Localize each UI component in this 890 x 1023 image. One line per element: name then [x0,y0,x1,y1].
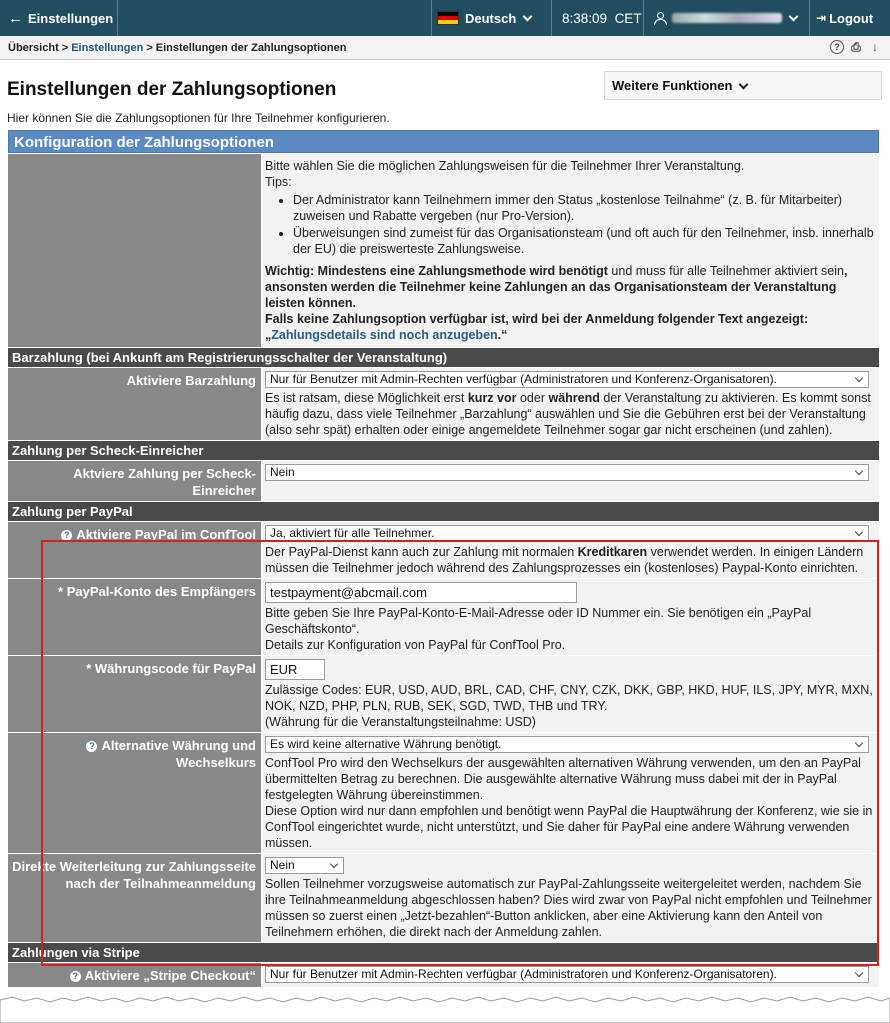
important-heading: Wichtig: Mindestens eine Zahlungsmethode wird benötigt [265,264,608,278]
german-flag-icon [437,11,459,25]
cheque-row [8,460,879,501]
logout-icon: ⇥ [816,11,827,25]
quote-open: „ [265,328,272,342]
config-intro-row [8,153,879,347]
important-note [265,263,876,311]
paypal-alt-currency-label [8,733,261,853]
paypal-alt-currency-row [8,732,879,853]
help-icon[interactable]: ? [830,40,844,54]
stripe-section-header: Zahlungen via Stripe [8,942,879,962]
paypal-desc-bold: Kreditkaren [577,545,648,559]
paypal-currency-description: Zulässige Codes: EUR, USD, AUD, BRL, CAD, CHF, CNY, CZK, DKK, GBP, HKD, HUF, ILS, JPY, MYR, MXN, NOK, NZD, PHP, PLN, RUB, SEK, SGD, TWD, THB und TRY. [265,683,873,713]
stripe-row [8,962,879,987]
cash-payment-select[interactable]: Nur für Benutzer mit Admin-Rechten verfügbar (Administratoren und Konferenz-Organisatoren). [265,371,869,388]
help-icon[interactable]: ? [61,530,72,541]
payment-options-form [8,130,879,987]
paypal-account-cell [261,579,879,655]
help-icon[interactable]: ? [86,741,97,752]
paypal-alt-currency-note: Diese Option wird nur dann empfohlen und benötigt wenn PayPal die Hauptwährung der Konferenz, wie sie in ConfTool eingerichtet wurde, nicht unterstützt, und Sie daher für PayPal eine andere Währung verwenden müssen. [265,804,873,850]
stripe-checkout-select[interactable]: Nur für Benutzer mit Admin-Rechten verfügbar (Administratoren und Konferenz-Organisatoren). [265,966,869,983]
paypal-config-details-link[interactable]: Details zur Konfiguration von PayPal für ConfTool Pro. [265,638,566,652]
cash-label: Aktiviere Barzahlung [8,368,261,440]
paypal-activate-label [8,522,261,578]
paypal-account-row [8,578,879,655]
logout-label: Logout [829,10,874,26]
cash-desc-bold: während [548,391,600,405]
paypal-alt-currency-description: ConfTool Pro wird den Wechselkurs der ausgewählten alternativen Währung verwenden, um den an PayPal übermittelten Betrag zu berechnen. Die ausgewählte alternative Währung muss dabei mit der in PayPal festgelegten Währung übereinstimmen. [265,756,861,802]
logout-button[interactable] [816,0,873,36]
breadcrumb-settings-link[interactable]: Einstellungen [71,41,144,54]
config-intro-label [8,154,261,347]
more-functions-label: Weitere Funktionen [612,78,733,93]
language-selector[interactable] [437,0,531,36]
paypal-desc-part: Der PayPal-Dienst kann auch zur Zahlung mit normalen [265,545,578,559]
cheque-value-cell [261,461,879,501]
paypal-desc-part: verwendet werden. In einigen Ländern müssen die Teilnehmer jedoch während des Zahlungsprozesses ein (kostenloses) Paypal-Konto einrichten. [265,545,864,575]
paypal-redirect-row [8,853,879,942]
top-navigation-bar [0,0,890,36]
fallback-text-link[interactable]: Zahlungsdetails sind noch anzugeben [271,328,498,342]
breadcrumb-separator: > [146,41,153,54]
cheque-section-header: Zahlung per Scheck-Einreicher [8,440,879,460]
chevron-down-icon [739,79,749,89]
back-label: Einstellungen [28,10,114,26]
clock-time: 8:38:09 [562,10,608,26]
paypal-currency-row [8,655,879,732]
tips-label: Tips: [265,175,292,189]
paypal-alt-currency-select[interactable]: Es wird keine alternative Währung benötigt. [265,736,869,753]
breadcrumb-overview-link[interactable]: Übersicht [8,41,59,54]
breadcrumb-current: Einstellungen der Zahlungsoptionen [155,41,347,54]
cheque-label: Aktviere Zahlung per Scheck-Einreicher [8,461,261,501]
arrow-left-icon: ← [8,9,23,27]
breadcrumb [0,36,890,60]
stripe-label-text: Aktiviere „Stripe Checkout“ [84,968,256,983]
config-intro-text: Bitte wählen Sie die möglichen Zahlungsweisen für die Teilnehmer Ihrer Veranstaltung. [265,159,745,173]
clock-timezone: CET [614,10,642,26]
paypal-redirect-label: Direkte Weiterleitung zur Zahlungsseite nach der Teilnahmeanmeldung [8,854,261,942]
cash-desc-bold: kurz vor [467,391,517,405]
paypal-account-description: Bitte geben Sie Ihre PayPal-Konto-E-Mail-Adresse oder ID Nummer ein. Sie benötigen ein „PayPal Geschäftskonto“. [265,606,812,636]
paypal-redirect-select[interactable]: Nein [265,857,344,874]
help-icon[interactable]: ? [70,971,81,982]
user-icon [654,12,666,25]
paypal-alt-currency-label-text: Alternative Währung und Wechselkurs [101,738,256,770]
important-warning: , ansonsten werden die Teilnehmer keine Zahlungen an das Organisationsteam der Veranstaltung leisten können. [265,264,848,310]
back-to-settings-button[interactable] [8,0,113,36]
paypal-activate-description [265,544,876,576]
important-text: und muss für alle Teilnehmer aktiviert sein [607,264,844,278]
config-intro [261,154,879,347]
cash-desc-part: Es ist ratsam, diese Möglichkeit erst [265,391,468,405]
stripe-value-cell [261,963,879,987]
cash-desc-part: der Veranstaltung zu aktivieren. Es kommt sonst häufig dazu, dass viele Teilnehmer „Barzahlung“ auswählen und Sie die Gebühren erst bei der Veranstaltung (also sehr spät) erhalten oder einige angemeldete Teilnehmer sogar gar nicht erscheinen (und zahlen). [265,391,871,437]
paypal-currency-input[interactable]: EUR [265,659,325,680]
config-section-header: Konfiguration der Zahlungsoptionen [8,130,879,153]
fallback-note [265,311,876,343]
page-tools [830,40,882,54]
page-title: Einstellungen der Zahlungsoptionen [7,79,337,100]
cash-desc-part: oder [516,391,549,405]
cash-description [265,390,876,438]
cheque-payment-select[interactable]: Nein [265,464,869,481]
user-menu[interactable] [654,0,797,36]
paypal-section-header: Zahlung per PayPal [8,501,879,521]
tips-list [265,192,876,257]
cash-row [8,367,879,440]
paypal-currency-note: (Währung für die Veranstaltungsteilnahme: USD) [265,715,536,729]
download-arrow-icon[interactable]: ↓ [872,40,878,54]
fallback-text: Falls keine Zahlungsoption verfügbar ist, wird bei der Anmeldung folgender Text angezeigt: [265,312,809,326]
more-functions-dropdown[interactable] [604,71,882,100]
paypal-redirect-cell [261,854,879,942]
breadcrumb-separator: > [61,41,69,54]
paypal-activate-select[interactable]: Ja, aktiviert für alle Teilnehmer. [265,525,869,542]
torn-edge [0,996,890,1023]
language-label: Deutsch [465,10,517,26]
paypal-alt-currency-cell [261,733,879,853]
paypal-redirect-description: Sollen Teilnehmer vorzugsweise automatisch zur PayPal-Zahlungsseite weitergeleitet werden, nachdem Sie ihre Teilnahmeanmeldung abgeschlossen haben? Dies wird zwar von PayPal nicht empfohlen und Teilnehmer müssen so zuerst einen „Jetzt-bezahlen“-Button anklicken, aber eine Aktivierung kann den Anteil von Teilnehmern erhöhen, die direkt nach der Anmeldung zahlen. [265,877,872,939]
quote-close: .“ [497,328,508,342]
cash-value-cell [261,368,879,440]
tip-item: • Der Administrator kann Teilnehmern immer den Status „kostenlose Teilnahme“ (z. B. für Mitarbeiter) zuweisen und Rabatte vergeben (nur Pro-Version). [293,192,876,224]
paypal-activate-row [8,521,879,578]
paypal-currency-label: * Währungscode für PayPal [8,656,261,732]
paypal-account-input[interactable]: testpayment@abcmail.com [265,582,577,603]
paypal-currency-cell [261,656,879,732]
server-clock [562,0,642,36]
tip-item: • Überweisungen sind zumeist für das Organisationsteam (und oft auch für den Teilnehmer, insb. innerhalb der EU) die preiswerteste Zahlungsweise. [293,225,876,257]
print-icon[interactable]: ⎙ [851,39,861,54]
stripe-label [8,963,261,987]
page-subtitle: Hier können Sie die Zahlungsoptionen für Ihre Teilnehmer konfigurieren. [7,111,390,125]
paypal-account-label: * PayPal-Konto des Empfängers [8,579,261,655]
chevron-down-icon [789,12,799,22]
paypal-activate-cell [261,522,879,578]
paypal-activate-label-text: Aktiviere PayPal im ConfTool [76,527,256,542]
cash-section-header: Barzahlung (bei Ankunft am Registrierungsschalter der Veranstaltung) [8,347,879,367]
user-name-redacted [672,13,782,23]
chevron-down-icon [523,12,533,22]
